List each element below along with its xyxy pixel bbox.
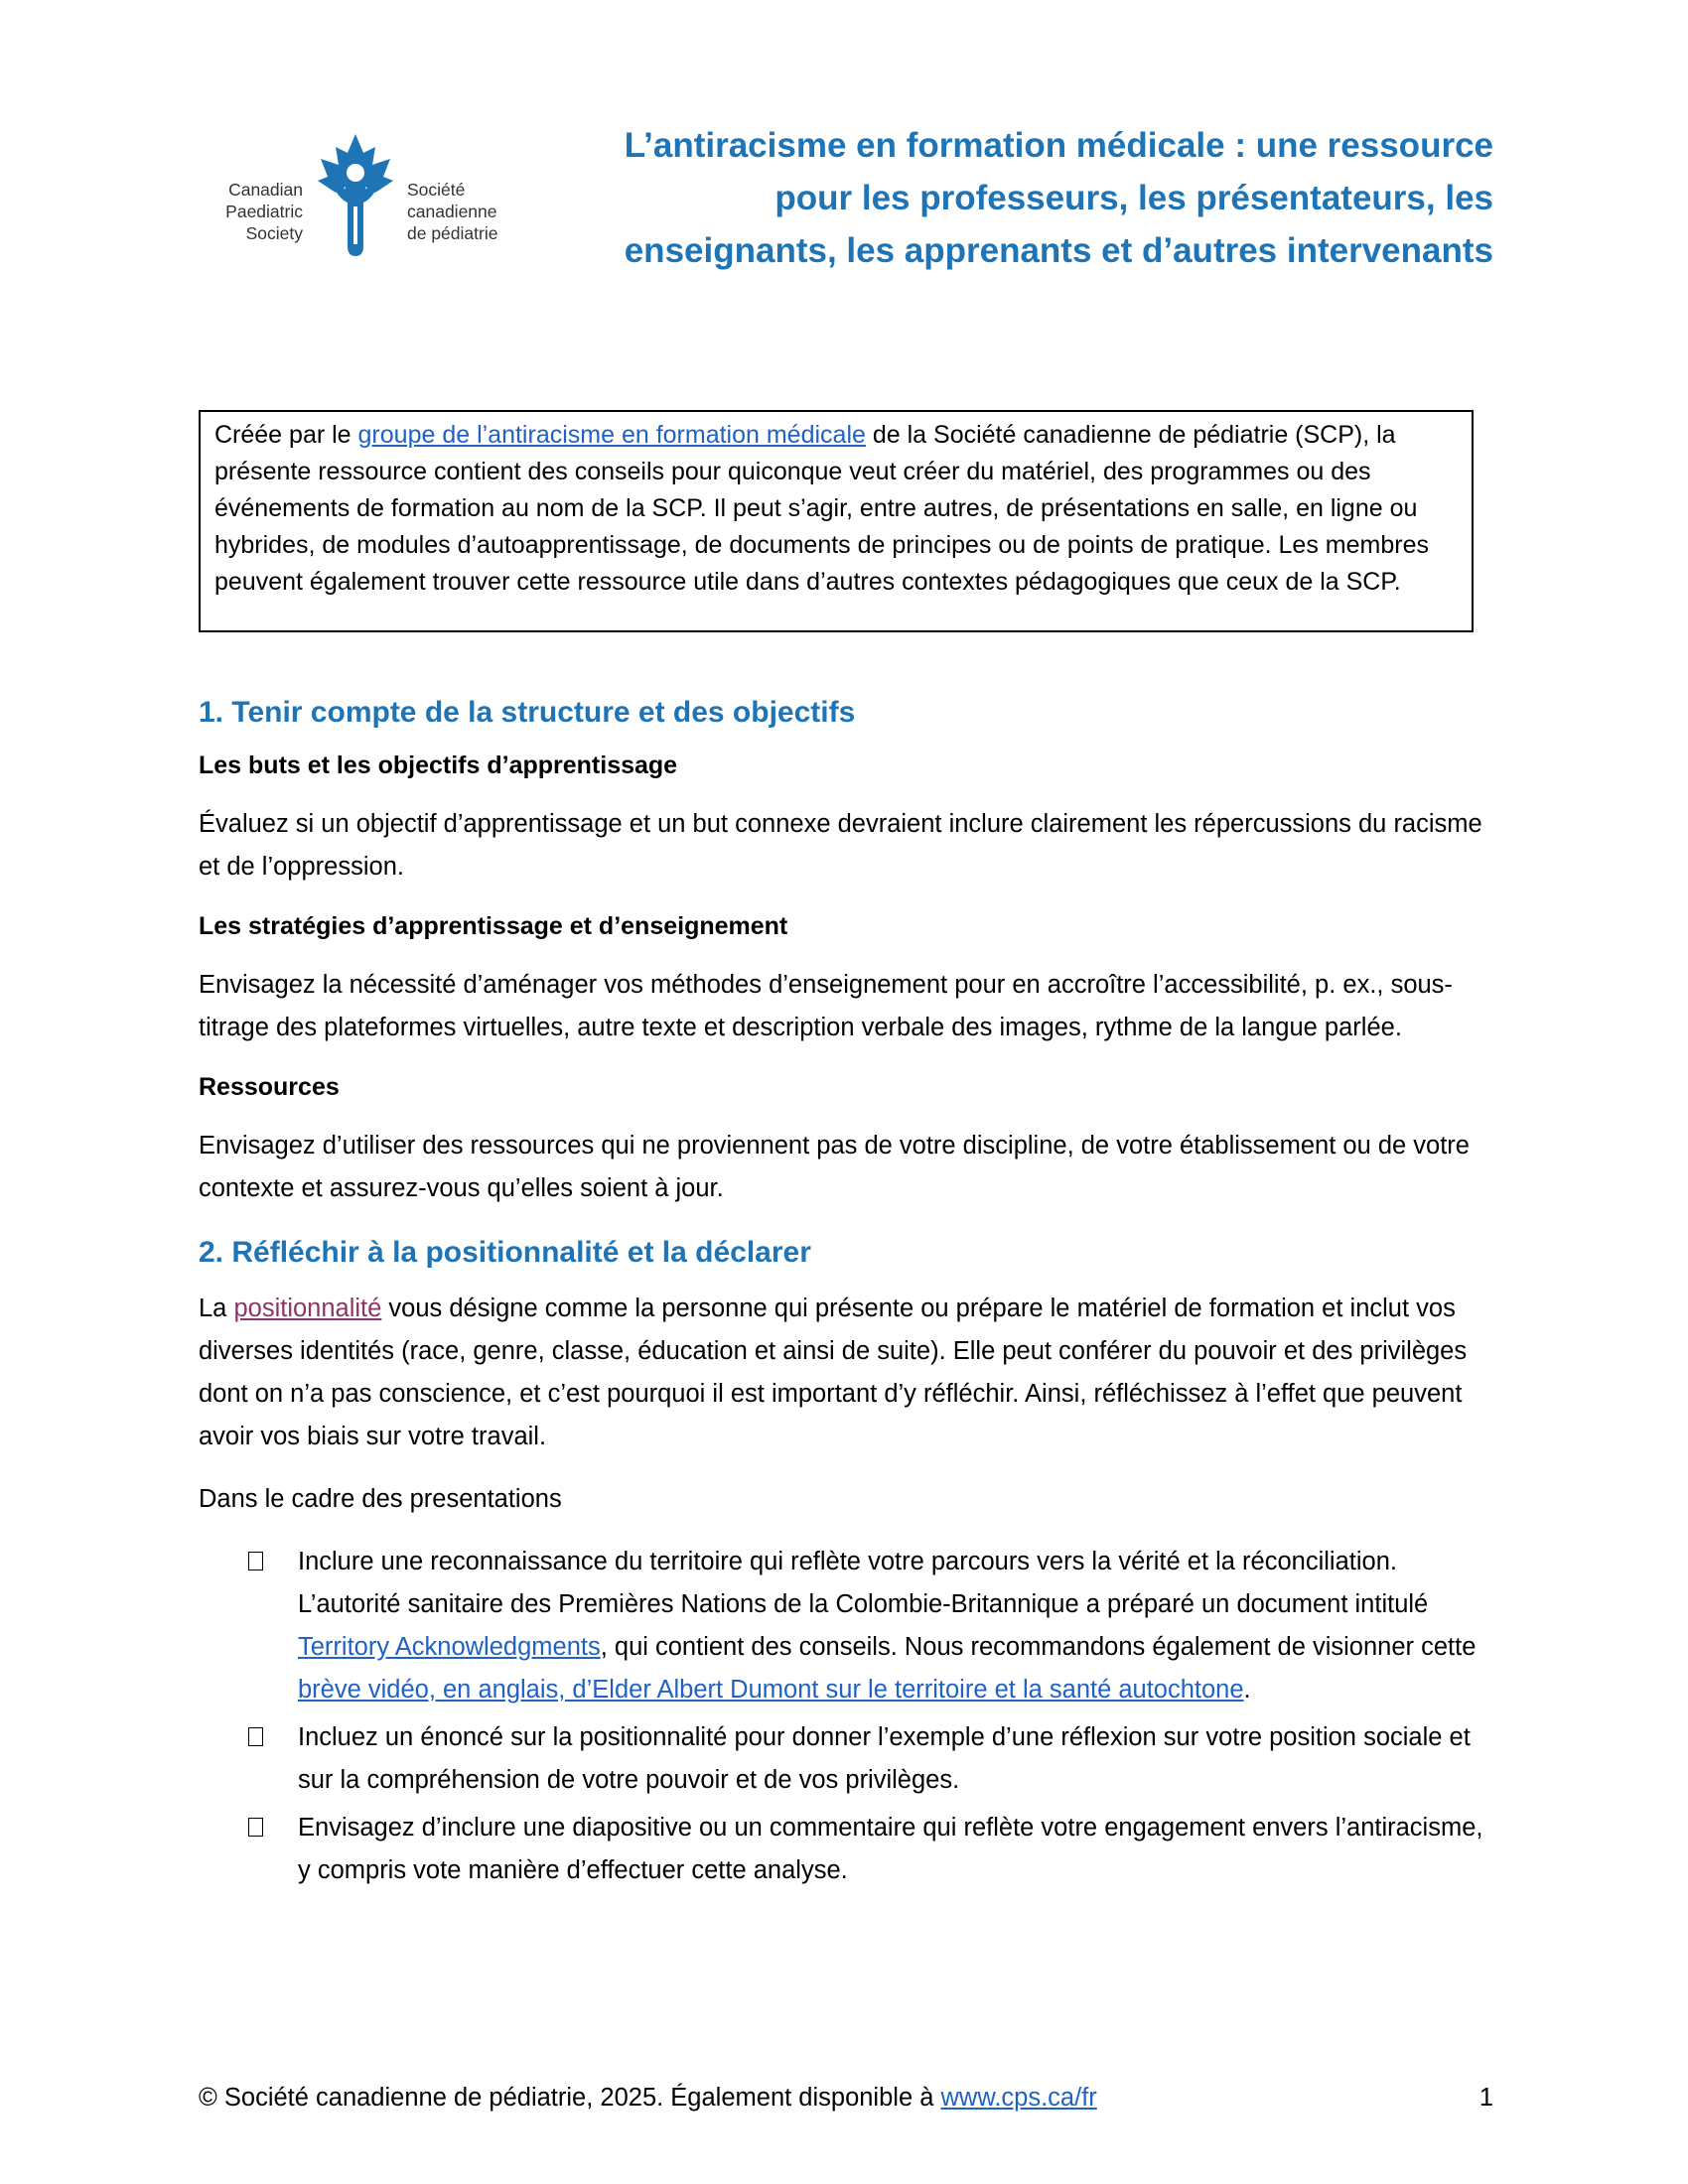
positionality-paragraph: La positionnalité vous désigne comme la personne qui présente ou prépare le matériel de formation et inclut vos diverses identités (race, genre, classe, éducation et ainsi de suite). Elle peut conférer du pouvoir et des privilèges dont on n’a pas conscience, et c’est pourquoi il est important d’y réfléchir. Ainsi, réfléchissez à l’effet que peuvent avoir vos biais sur votre travail. [199, 1295, 1468, 1450]
territory-acknowledgments-link[interactable]: Territory Acknowledgments [298, 1633, 601, 1661]
positionality-link[interactable]: positionnalité [233, 1295, 382, 1322]
checklist [199, 1541, 1489, 1892]
checkbox-icon [248, 1818, 263, 1837]
page-footer [199, 2078, 1493, 2117]
maple-leaf-child-icon [318, 134, 393, 256]
intro-text-end: de la Société canadienne de pédiatrie (SCP), la présente ressource contient des conseils pour quiconque veut créer du matériel, des programmes ou des événements de formation au nom de la SCP. Il peut s’agir, entre autres, de présentations en salle, en ligne ou hybrides, de modules d’autoapprentissage, de documents de principes ou de points de pratique. Les membres peuvent également trouver cette ressource utile dans d’autres contextes pédagogiques que ceux de la SCP. [214, 421, 1429, 596]
main-content [199, 690, 1489, 1897]
section1-sub3: Ressources [199, 1073, 340, 1101]
cps-logo [199, 129, 536, 268]
intro-box [199, 410, 1474, 632]
list-item: Envisagez d’inclure une diapositive ou un commentaire qui reflète votre engagement envers l’antiracisme, y compris vote manière d’effectuer cette analyse. [248, 1807, 1489, 1892]
logo-name-fr-2: canadienne [407, 202, 497, 221]
section1-sub2: Les stratégies d’apprentissage et d’enseignement [199, 912, 788, 940]
logo-name-fr-3: de pédiatrie [407, 223, 498, 243]
section1-text3: Envisagez d’utiliser des ressources qui ne proviennent pas de votre discipline, de votre établissement ou de votre contexte et assurez-vous qu’elles soient à jour. [199, 1132, 1470, 1202]
list-item: Inclure une reconnaissance du territoire qui reflète votre parcours vers la vérité et la réconciliation. L’autorité sanitaire des Premières Nations de la Colombie-Britannique a préparé un document intitulé Territory Acknowledgments, qui contient des conseils. Nous recommandons également de visionner cette brève vidéo, en anglais, d’Elder Albert Dumont sur le territoire et la santé autochtone. [248, 1541, 1489, 1711]
logo-name-en-1: Canadian [228, 180, 303, 200]
logo-name-en-2: Paediatric [225, 202, 303, 221]
footer-text: © Société canadienne de pédiatrie, 2025. Également disponible à [199, 2084, 941, 2112]
section2-heading: 2. Réfléchir à la positionnalité et la déclarer [199, 1236, 811, 1269]
section1-heading: 1. Tenir compte de la structure et des objectifs [199, 696, 856, 729]
page-number: 1 [1478, 2084, 1493, 2112]
elder-video-link[interactable]: brève vidéo, en anglais, d’Elder Albert Dumont sur le territoire et la santé autochtone [298, 1676, 1244, 1704]
logo-name-fr-1: Société [407, 180, 466, 200]
list-intro: Dans le cadre des presentations [199, 1485, 562, 1513]
section1-text1: Évaluez si un objectif d’apprentissage et un but connexe devraient inclure clairement les répercussions du racisme et de l’oppression. [199, 810, 1482, 881]
section1-text2: Envisagez la nécessité d’aménager vos méthodes d’enseignement pour en accroître l’accessibilité, p. ex., sous-titrage des plateformes virtuelles, autre texte et description verbale des images, rythme de la langue parlée. [199, 971, 1453, 1041]
section1-sub1: Les buts et les objectifs d’apprentissage [199, 751, 678, 779]
checkbox-icon [248, 1552, 263, 1570]
logo-name-en-3: Society [245, 223, 303, 243]
list-item: Incluez un énoncé sur la positionnalité pour donner l’exemple d’une réflexion sur votre position sociale et sur la compréhension de votre pouvoir et de vos privilèges. [248, 1716, 1489, 1802]
working-group-link[interactable]: groupe de l’antiracisme en formation médicale [357, 421, 866, 449]
page-title: L’antiracisme en formation médicale : une ressource pour les professeurs, les présentateurs, les enseignants, les apprenants et d’autres intervenants [624, 126, 1493, 270]
checkbox-icon [248, 1727, 263, 1746]
cps-website-link[interactable]: www.cps.ca/fr [940, 2084, 1097, 2112]
intro-text-start: Créée par le [214, 421, 358, 449]
